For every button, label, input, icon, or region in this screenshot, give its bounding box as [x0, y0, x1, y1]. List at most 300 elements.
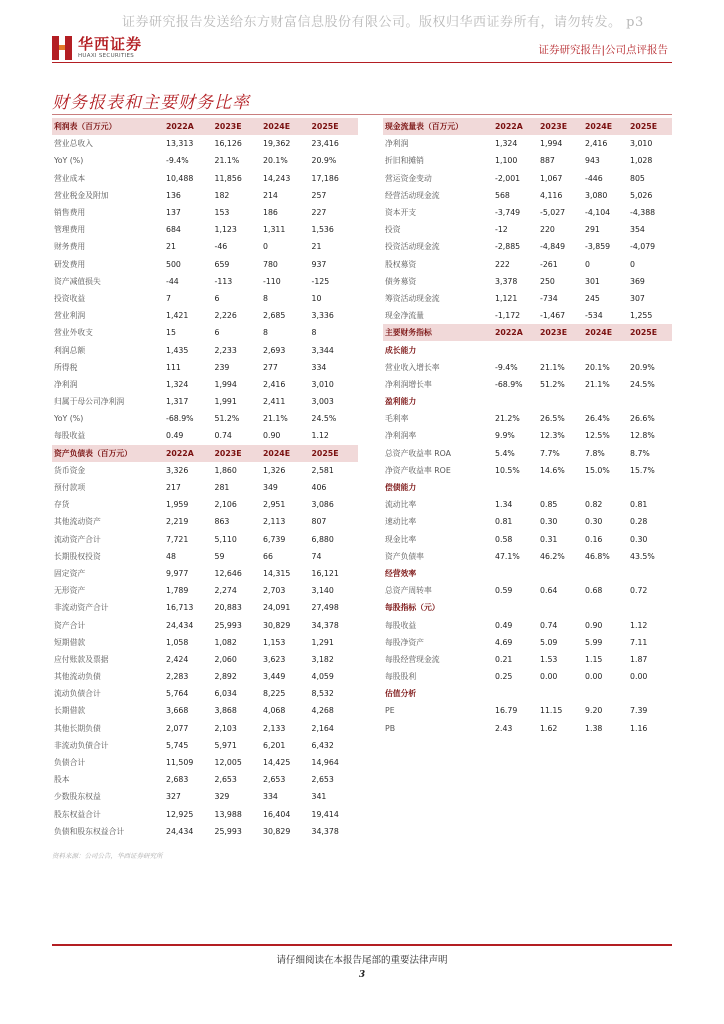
row-label: 偿债能力 [385, 483, 417, 493]
cell-value: 3,010 [630, 139, 653, 149]
cell-value: 0.00 [585, 672, 603, 682]
cell-value: 4,116 [540, 190, 563, 200]
section-header-label: 主要财务指标 [385, 328, 432, 338]
row-label: 其他流动负债 [54, 672, 101, 682]
cell-value: 25,993 [214, 620, 242, 630]
cell-value: 7.11 [630, 637, 648, 647]
cell-value: 1,028 [630, 156, 653, 166]
cell-value: 291 [585, 225, 600, 235]
table-row [52, 135, 358, 152]
cell-value: 20.9% [630, 362, 655, 372]
row-label: 所得税 [54, 362, 78, 372]
table-row [52, 256, 358, 273]
table-row [383, 187, 672, 204]
cell-value: 8.7% [630, 448, 650, 458]
cell-value: 0.00 [540, 672, 558, 682]
logo-cn-text: 华西证券 [78, 34, 143, 53]
cell-value: 943 [585, 156, 600, 166]
table-row [383, 152, 672, 169]
row-label: 每股股利 [385, 672, 417, 682]
cell-value: 6,880 [311, 534, 334, 544]
table-row [383, 720, 672, 737]
row-label: 财务费用 [54, 242, 86, 252]
cell-value: 1,291 [311, 637, 334, 647]
subsection-row [383, 479, 672, 496]
cell-value: 0.82 [585, 500, 603, 510]
cell-value: 2,685 [263, 311, 286, 321]
row-label: PB [385, 723, 396, 733]
cell-value: 2,951 [263, 500, 286, 510]
table-row [52, 720, 358, 737]
cell-value: -44 [166, 276, 179, 286]
cell-value: 2,653 [311, 775, 334, 785]
table-row [383, 634, 672, 651]
cell-value: 5.4% [495, 448, 515, 458]
cell-value: 46.2% [540, 551, 565, 561]
cell-value: 0.90 [585, 620, 603, 630]
cell-value: 2,424 [166, 654, 189, 664]
cell-value: 307 [630, 293, 645, 303]
cell-value: 1,255 [630, 311, 653, 321]
table-row [383, 668, 672, 685]
cell-value: 334 [311, 362, 327, 372]
cell-value: 1,100 [495, 156, 518, 166]
year-header: 2024E [585, 328, 613, 338]
cell-value: 0.25 [495, 672, 513, 682]
cell-value: 2,653 [214, 775, 237, 785]
cell-value: 24,434 [166, 826, 194, 836]
table-row [52, 582, 358, 599]
row-label: 资本开支 [385, 208, 417, 218]
cell-value: 2,060 [214, 654, 237, 664]
cell-value: 6,739 [263, 534, 286, 544]
table-row [52, 548, 358, 565]
cell-value: -9.4% [495, 362, 518, 372]
section-title: 财务报表和主要财务比率 [52, 93, 250, 113]
cell-value: 3,086 [311, 500, 334, 510]
cell-value: -1,172 [495, 311, 521, 321]
cell-value: 0 [585, 259, 590, 269]
cell-value: 937 [311, 259, 327, 269]
cell-value: 329 [214, 792, 230, 802]
cell-value: 8 [263, 293, 268, 303]
cell-value: 12.3% [540, 431, 565, 441]
cell-value: 863 [214, 517, 230, 527]
year-header: 2025E [630, 122, 658, 132]
cell-value: 406 [311, 483, 327, 493]
cell-value: 2,274 [214, 586, 237, 596]
table-row [52, 634, 358, 651]
table-row [383, 376, 672, 393]
cell-value: -113 [214, 276, 233, 286]
cell-value: 23,416 [311, 139, 339, 149]
cell-value: 6 [214, 293, 220, 303]
cell-value: 214 [263, 190, 278, 200]
cell-value: -9.4% [166, 156, 189, 166]
cell-value: 0.81 [630, 500, 648, 510]
cell-value: 8 [311, 328, 317, 338]
cell-value: -734 [540, 293, 558, 303]
cell-value: 10,488 [166, 173, 194, 183]
cell-value: 12.5% [585, 431, 610, 441]
cell-value: 34,378 [311, 620, 339, 630]
cell-value: 222 [495, 259, 510, 269]
row-label: 流动负债合计 [54, 689, 101, 699]
cell-value: 2,581 [311, 465, 334, 475]
table-row [383, 273, 672, 290]
cell-value: 4,268 [311, 706, 334, 716]
table-row [52, 496, 358, 513]
row-label: 股东权益合计 [54, 809, 101, 819]
cell-value: 74 [311, 551, 322, 561]
cell-value: 182 [214, 190, 230, 200]
cell-value: 17,186 [311, 173, 339, 183]
subsection-row [383, 393, 672, 410]
cell-value: 327 [166, 792, 181, 802]
cell-value: -3,859 [585, 242, 611, 252]
cell-value: -446 [585, 173, 603, 183]
row-label: 投资活动现金流 [385, 242, 440, 252]
table-row [383, 410, 672, 427]
company-logo [52, 36, 142, 60]
row-label: 归属于母公司净利润 [54, 397, 125, 407]
table-row [383, 702, 672, 719]
cell-value: 20,883 [214, 603, 242, 613]
cell-value: 8,225 [263, 689, 286, 699]
row-label: 营业利润 [54, 311, 86, 321]
cell-value: 2,103 [214, 723, 237, 733]
row-label: 净利润 [54, 379, 78, 389]
row-label: 每股收益 [385, 620, 417, 630]
cell-value: 21.1% [540, 362, 565, 372]
year-header: 2023E [540, 328, 568, 338]
cell-value: 3,344 [311, 345, 334, 355]
row-label: 经营效率 [385, 568, 417, 578]
cell-value: 0.21 [495, 654, 513, 664]
cell-value: 3,623 [263, 654, 286, 664]
section-header-label: 利润表（百万元） [54, 122, 117, 132]
table-row [383, 135, 672, 152]
cell-value: 1.15 [585, 654, 603, 664]
cell-value: 9.9% [495, 431, 515, 441]
cell-value: 51.2% [214, 414, 240, 424]
cell-value: 780 [263, 259, 278, 269]
cell-value: 43.5% [630, 551, 655, 561]
row-label: 资产合计 [54, 620, 86, 630]
table-row [52, 187, 358, 204]
cell-value: 2,283 [166, 672, 189, 682]
row-label: 研发费用 [54, 259, 86, 269]
cell-value: 0.16 [585, 534, 603, 544]
table-row [52, 685, 358, 702]
report-type-header: 证券研究报告|公司点评报告 [538, 44, 668, 56]
cell-value: -261 [540, 259, 558, 269]
cell-value: 1,421 [166, 311, 189, 321]
table-row [383, 170, 672, 187]
cell-value: 4,068 [263, 706, 286, 716]
cell-value: 5,764 [166, 689, 189, 699]
cell-value: 1.38 [585, 723, 603, 733]
row-label: YoY (%) [54, 156, 84, 166]
cell-value: 26.6% [630, 414, 655, 424]
table-row [383, 256, 672, 273]
cell-value: 12,005 [214, 758, 242, 768]
table-row [383, 462, 672, 479]
cell-value: 9,977 [166, 568, 189, 578]
cell-value: 47.1% [495, 551, 520, 561]
cell-value: 1.34 [495, 500, 513, 510]
cell-value: 6,201 [263, 740, 286, 750]
cell-value: -68.9% [495, 379, 523, 389]
cell-value: 2,416 [263, 379, 286, 389]
subsection-row [383, 599, 672, 616]
cell-value: 34,378 [311, 826, 339, 836]
cell-value: 21 [166, 242, 176, 252]
row-label: 其他长期负债 [54, 723, 101, 733]
cell-value: 1,959 [166, 500, 189, 510]
cell-value: 1,994 [540, 139, 563, 149]
cell-value: 15.0% [585, 465, 610, 475]
cell-value: 12,646 [214, 568, 242, 578]
cell-value: 14,243 [263, 173, 291, 183]
table-row [52, 324, 358, 341]
table-row [52, 771, 358, 788]
cell-value: 14,315 [263, 568, 291, 578]
cell-value: 0.72 [630, 586, 648, 596]
cell-value: 0.31 [540, 534, 558, 544]
table-row [52, 427, 358, 444]
table-row [383, 616, 672, 633]
cell-value: 659 [214, 259, 230, 269]
right-financial-table [383, 118, 672, 737]
cell-value: 805 [630, 173, 645, 183]
cell-value: 16,713 [166, 603, 194, 613]
row-label: 流动比率 [385, 500, 417, 510]
table-row [52, 238, 358, 255]
cell-value: 20.1% [263, 156, 288, 166]
table-row [52, 737, 358, 754]
row-label: 长期股权投资 [54, 551, 101, 561]
table-row [52, 221, 358, 238]
cell-value: 0.49 [166, 431, 184, 441]
table-row [52, 204, 358, 221]
row-label: 长期借款 [54, 706, 86, 716]
table-row [52, 410, 358, 427]
cell-value: 0.30 [540, 517, 558, 527]
subsection-row [383, 685, 672, 702]
cell-value: 239 [214, 362, 230, 372]
table-row [52, 152, 358, 169]
cell-value: 0.49 [495, 620, 513, 630]
cell-value: 2,693 [263, 345, 286, 355]
row-label: 营业总收入 [54, 139, 93, 149]
year-header: 2022A [166, 448, 194, 458]
left-section-header [52, 118, 358, 135]
year-header: 2023E [540, 122, 568, 132]
table-row [383, 651, 672, 668]
row-label: 每股经营现金流 [385, 654, 440, 664]
cell-value: 16,404 [263, 809, 291, 819]
logo-en-text: HUAXI SECURITIES [78, 52, 135, 59]
cell-value: 3,449 [263, 672, 286, 682]
cell-value: 2,233 [214, 345, 237, 355]
table-row [383, 221, 672, 238]
row-label: 资产减值损失 [54, 276, 101, 286]
row-label: 现金比率 [385, 534, 417, 544]
cell-value: 46.8% [585, 551, 610, 561]
cell-value: 684 [166, 225, 181, 235]
row-label: 应付账款及票据 [54, 654, 109, 664]
cell-value: 137 [166, 208, 181, 218]
row-label: 销售费用 [54, 208, 86, 218]
table-row [52, 393, 358, 410]
cell-value: -12 [495, 225, 508, 235]
row-label: 资产负债率 [385, 551, 424, 561]
cell-value: 0.30 [585, 517, 603, 527]
cell-value: 0.28 [630, 517, 648, 527]
table-row [52, 651, 358, 668]
year-header: 2023E [214, 448, 242, 458]
cell-value: 5,026 [630, 190, 653, 200]
row-label: 净利润 [385, 139, 409, 149]
cell-value: 1.53 [540, 654, 558, 664]
cell-value: 354 [630, 225, 645, 235]
row-label: 经营活动现金流 [385, 190, 440, 200]
cell-value: 3,668 [166, 706, 189, 716]
cell-value: 8 [263, 328, 268, 338]
table-row [52, 273, 358, 290]
table-row [383, 359, 672, 376]
year-header: 2025E [311, 122, 339, 132]
row-label: 成长能力 [385, 345, 417, 355]
cell-value: 3,080 [585, 190, 608, 200]
row-label: 股本 [54, 775, 70, 785]
cell-value: 6 [214, 328, 220, 338]
table-row [52, 599, 358, 616]
table-row [52, 565, 358, 582]
cell-value: 807 [311, 517, 327, 527]
watermark: 证券研究报告发送给东方财富信息股份有限公司。版权归华西证券所有，请勿转发。 p3 [122, 15, 644, 30]
row-label: 预付款项 [54, 483, 86, 493]
table-row [383, 513, 672, 530]
right-section-header [383, 118, 672, 135]
row-label: 营业税金及附加 [54, 190, 109, 200]
cell-value: -2,885 [495, 242, 521, 252]
cell-value: 7.7% [540, 448, 560, 458]
cell-value: 2.43 [495, 723, 513, 733]
cell-value: 3,003 [311, 397, 334, 407]
row-label: 管理费用 [54, 225, 86, 235]
cell-value: 8,532 [311, 689, 334, 699]
table-row [52, 359, 358, 376]
cell-value: 245 [585, 293, 600, 303]
cell-value: 1,121 [495, 293, 518, 303]
cell-value: 27,498 [311, 603, 339, 613]
table-row [383, 307, 672, 324]
cell-value: 1.12 [630, 620, 648, 630]
cell-value: -46 [214, 242, 228, 252]
row-label: 非流动资产合计 [54, 603, 109, 613]
cell-value: 7.8% [585, 448, 605, 458]
cell-value: 5.09 [540, 637, 558, 647]
cell-value: 0.74 [540, 620, 558, 630]
cell-value: 11.15 [540, 706, 563, 716]
row-label: 投资 [385, 225, 401, 235]
row-label: 投资收益 [54, 293, 86, 303]
cell-value: 24,091 [263, 603, 291, 613]
cell-value: 6,034 [214, 689, 237, 699]
year-header: 2024E [263, 122, 291, 132]
cell-value: 26.5% [540, 414, 565, 424]
cell-value: 0.58 [495, 534, 513, 544]
cell-value: 11,856 [214, 173, 242, 183]
cell-value: 12,925 [166, 809, 194, 819]
cell-value: 1.62 [540, 723, 558, 733]
cell-value: 7 [166, 293, 171, 303]
source-note: 资料来源：公司公告，华西证券研究所 [52, 852, 163, 860]
cell-value: 1,153 [263, 637, 286, 647]
cell-value: 1,326 [263, 465, 286, 475]
cell-value: 1,067 [540, 173, 563, 183]
cell-value: 21.1% [214, 156, 240, 166]
cell-value: 257 [311, 190, 327, 200]
cell-value: 0.59 [495, 586, 513, 596]
header-divider [52, 62, 672, 63]
cell-value: 341 [311, 792, 327, 802]
cell-value: 2,106 [214, 500, 237, 510]
year-header: 2022A [166, 122, 194, 132]
cell-value: 1.12 [311, 431, 329, 441]
cell-value: 1,317 [166, 397, 189, 407]
cell-value: 1,082 [214, 637, 237, 647]
cell-value: 16,121 [311, 568, 339, 578]
cell-value: -534 [585, 311, 603, 321]
subsection-row [383, 565, 672, 582]
cell-value: 3,336 [311, 311, 334, 321]
cell-value: 2,164 [311, 723, 334, 733]
table-row [52, 307, 358, 324]
row-label: 非流动负债合计 [54, 740, 109, 750]
row-label: 估值分析 [385, 689, 417, 699]
left-section-header [52, 445, 358, 462]
cell-value: -68.9% [166, 414, 194, 424]
right-section-header [383, 324, 672, 341]
cell-value: 3,182 [311, 654, 334, 664]
cell-value: 15 [166, 328, 176, 338]
row-label: 债务募资 [385, 276, 417, 286]
cell-value: 1,789 [166, 586, 189, 596]
cell-value: 3,378 [495, 276, 518, 286]
cell-value: 0.68 [585, 586, 603, 596]
cell-value: 51.2% [540, 379, 565, 389]
cell-value: 2,683 [166, 775, 189, 785]
cell-value: 1,994 [214, 379, 237, 389]
row-label: 营运资金变动 [385, 173, 432, 183]
cell-value: 21.1% [585, 379, 610, 389]
row-label: 固定资产 [54, 568, 86, 578]
cell-value: 5,971 [214, 740, 237, 750]
footer-divider [52, 944, 672, 946]
cell-value: 21.1% [263, 414, 288, 424]
cell-value: 13,988 [214, 809, 242, 819]
row-label: 流动资产合计 [54, 534, 101, 544]
cell-value: 2,411 [263, 397, 286, 407]
cell-value: 186 [263, 208, 278, 218]
cell-value: 0.00 [630, 672, 648, 682]
row-label: 货币资金 [54, 465, 86, 475]
table-row [383, 290, 672, 307]
cell-value: 1,324 [495, 139, 518, 149]
